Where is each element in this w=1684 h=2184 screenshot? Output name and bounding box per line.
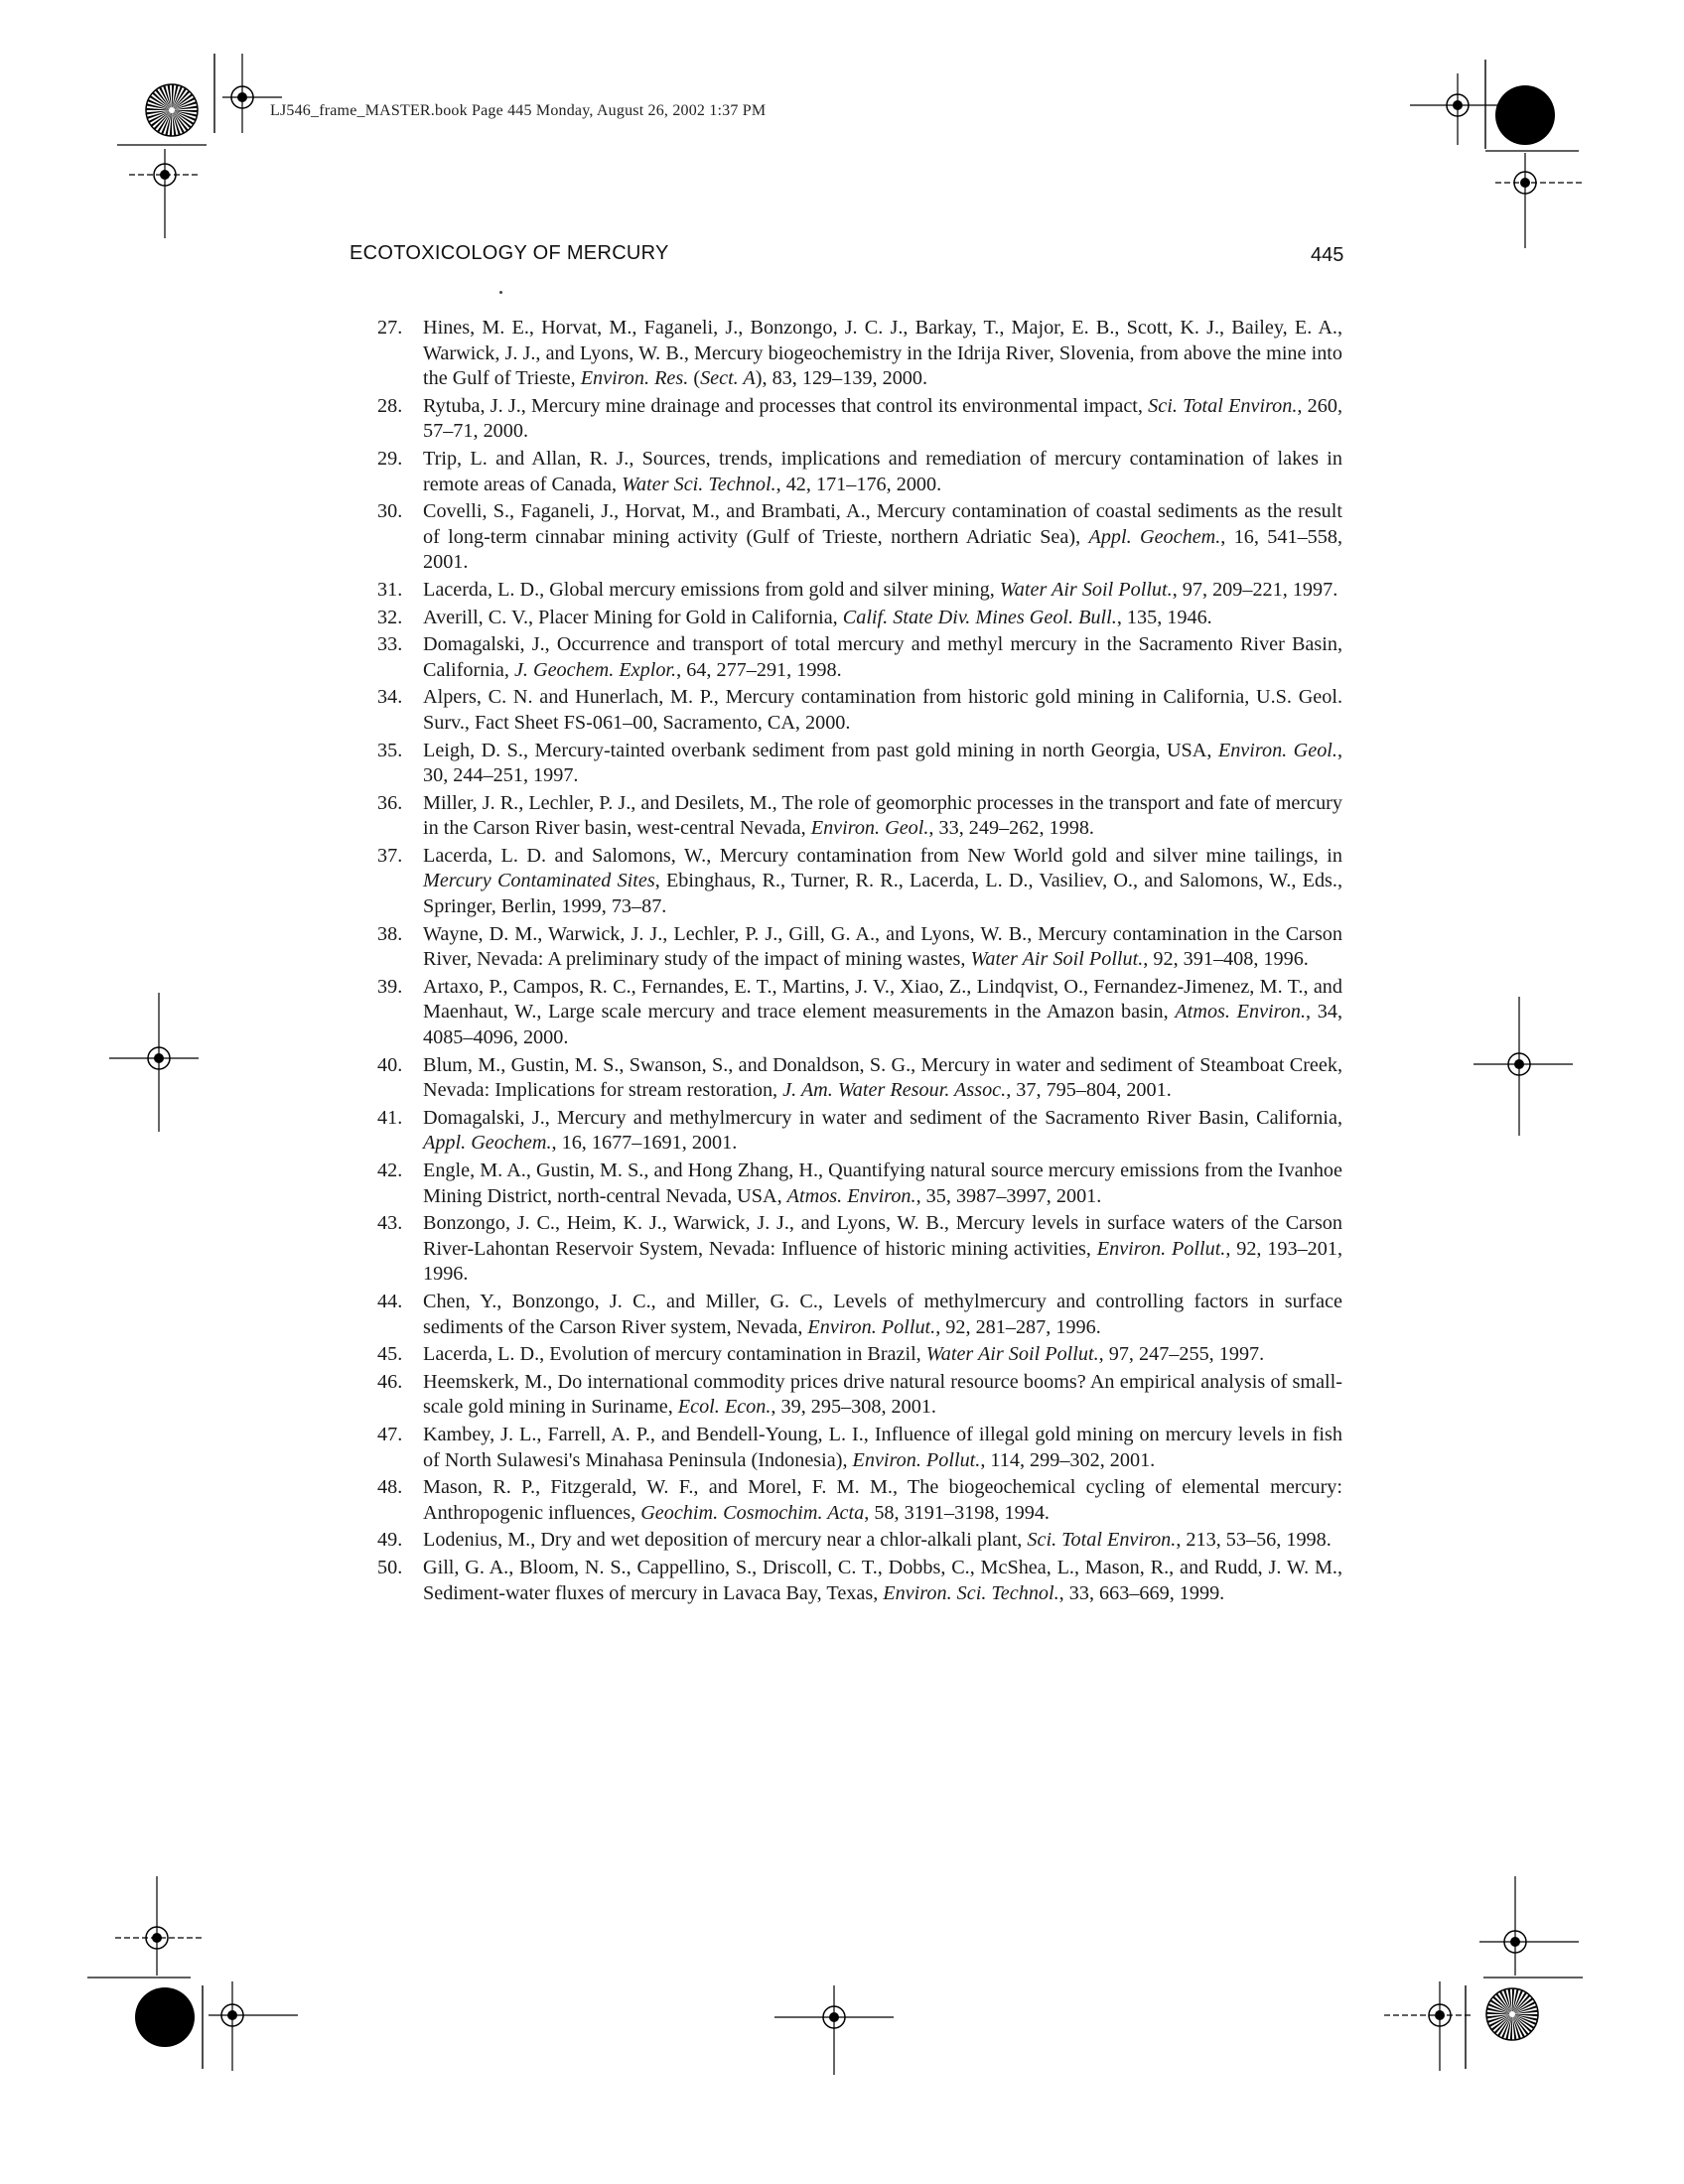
reference-text: , 92, 193–201, 1996. [423,1237,1342,1286]
reference-text: Domagalski, J., Mercury and methylmercury in water and sediment of the Sacramento River Basin, California, [423,1106,1342,1129]
reference-journal: Environ. Pollut. [1096,1237,1226,1260]
reference-journal: Water Sci. Technol. [622,473,776,495]
reference-text: , 58, 3191–3198, 1994. [864,1501,1050,1524]
reference-text: Covelli, S., Faganeli, J., Horvat, M., and Brambati, A., Mercury contamination of coastal sediments as the result of long-term cinnabar mining activity (Gulf of Trieste, northern Adriatic Sea), [423,500,1342,548]
reference-number: 45. [377,1343,403,1366]
reference-journal: Environ. Geol. [810,817,929,840]
reference-text: Leigh, D. S., Mercury-tainted overbank sediment from past gold mining in north Georgia, USA, [423,739,1218,761]
crop-line-icon [1464,1985,1468,2069]
reference-text: , 33, 663–669, 1999. [1058,1581,1225,1604]
reference-journal: Appl. Geochem. [423,1132,552,1155]
reference-number: 40. [377,1053,403,1076]
reference-journal: Environ. Pollut. [807,1315,936,1338]
reference-number: 44. [377,1290,403,1312]
reference-item [377,844,1342,920]
sunburst-registration-icon [1485,1987,1539,2041]
reference-number: 37. [377,844,403,867]
reference-text: Heemskerk, M., Do international commodity prices drive natural resource booms? An empirical analysis of small-scale gold mining in Suriname, [423,1370,1342,1419]
reference-number: 48. [377,1476,403,1499]
reference-number: 27. [377,317,403,339]
reference-text: , 42, 171–176, 2000. [775,473,942,495]
reference-text: Blum, M., Gustin, M. S., Swanson, S., and Donaldson, S. G., Mercury in water and sediment of Steamboat Creek, Nevada: Implications for stream restoration, [423,1053,1342,1102]
reference-item [377,975,1342,1051]
reference-text: Hines, M. E., Horvat, M., Faganeli, J., Bonzongo, J. C. J., Barkay, T., Major, E. B., Scott, K. J., Bailey, E. A., Warwick, J. J., and Lyons, W. B., Mercury biogeochemistry in the Idrija River, Slovenia, from above the mine into the Gulf of Trieste, [423,317,1342,390]
crosshair-icon [115,1876,205,1976]
reference-text: Lacerda, L. D. and Salomons, W., Mercury contamination from New World gold and silver mine tailings, in [423,844,1342,867]
reference-text: Kambey, J. L., Farrell, A. P., and Bendell-Young, L. I., Influence of illegal gold mining on mercury levels in fish of North Sulawesi's Minahasa Peninsula (Indonesia), [423,1423,1342,1471]
reference-text: Trip, L. and Allan, R. J., Sources, trends, implications and remediation of mercury contamination of lakes in remote areas of Canada, [423,447,1342,495]
crop-line-icon [212,54,216,133]
stray-dot [499,291,502,294]
reference-number: 28. [377,394,403,417]
reference-text: , 64, 277–291, 1998. [676,658,842,681]
reference-text: Engle, M. A., Gustin, M. S., and Hong Zhang, H., Quantifying natural source mercury emissions from the Ivanhoe Mining District, north-central Nevada, USA, [423,1160,1342,1207]
reference-journal: Sect. A [700,367,756,390]
crop-line-icon [117,143,207,147]
crosshair-icon [222,54,282,133]
reference-item [377,394,1342,445]
reference-number: 43. [377,1212,403,1235]
reference-journal: Environ. Res. [580,367,689,390]
reference-item [377,1159,1342,1209]
reference-journal: Sci. Total Environ. [1148,394,1298,417]
reference-text: Rytuba, J. J., Mercury mine drainage and processes that control its environmental impact, [423,394,1149,417]
reference-item [377,578,1342,604]
reference-number: 36. [377,791,403,814]
reference-text: , 97, 247–255, 1997. [1098,1343,1265,1366]
reference-item [377,1290,1342,1340]
reference-text: , 37, 795–804, 2001. [1006,1079,1172,1102]
reference-text: Mason, R. P., Fitzgerald, W. F., and Morel, F. M. M., The biogeochemical cycling of elemental mercury: Anthropogenic influences, [423,1476,1342,1524]
crosshair-icon [119,149,199,238]
reference-text: Bonzongo, J. C., Heim, K. J., Warwick, J. J., and Lyons, W. B., Mercury levels in surface waters of the Carson River-Lahontan Reservoir System, Nevada: Influence of historic mining activities, [423,1212,1342,1260]
reference-journal: Environ. Pollut. [852,1448,981,1471]
reference-journal: Water Air Soil Pollut. [999,578,1173,601]
reference-text: Chen, Y., Bonzongo, J. C., and Miller, G. C., Levels of methylmercury and controlling factors in surface sediments of the Carson River system, Nevada, [423,1290,1342,1338]
reference-journal: Water Air Soil Pollut. [925,1343,1099,1366]
crosshair-icon [1384,1981,1474,2071]
reference-text: Wayne, D. M., Warwick, J. J., Lechler, P. J., Gill, G. A., and Lyons, W. B., Mercury contamination in the Carson River, Nevada: A preliminary study of the impact of mining wastes, [423,922,1342,971]
reference-journal: Mercury Contaminated Sites [423,870,655,892]
reference-item [377,316,1342,392]
crop-line-icon [201,1985,205,2069]
crop-line-icon [1483,60,1487,149]
reference-item [377,1556,1342,1606]
reference-number: 47. [377,1423,403,1445]
reference-number: 41. [377,1106,403,1129]
reference-number: 29. [377,447,403,470]
file-slug: LJ546_frame_MASTER.book Page 445 Monday, August 26, 2002 1:37 PM [270,102,767,119]
reference-journal: J. Geochem. Explor. [513,658,677,681]
reference-text: , 92, 391–408, 1996. [1143,948,1309,971]
reference-item [377,1211,1342,1288]
reference-item [377,606,1342,631]
reference-number: 39. [377,975,403,998]
reference-text: , 16, 1677–1691, 2001. [551,1132,738,1155]
reference-text: , 135, 1946. [1116,606,1212,628]
reference-text: Averill, C. V., Placer Mining for Gold in California, [423,606,843,628]
reference-journal: Sci. Total Environ. [1027,1529,1177,1552]
reference-text: Lodenius, M., Dry and wet deposition of mercury near a chlor-alkali plant, [423,1529,1028,1552]
reference-text: , 16, 541–558, 2001. [423,525,1342,574]
reference-number: 38. [377,922,403,945]
crop-line-icon [1483,1976,1583,1979]
reference-item [377,1528,1342,1554]
reference-number: 30. [377,500,403,523]
reference-journal: Atmos. Environ. [786,1184,916,1207]
reference-text: Lacerda, L. D., Global mercury emissions from gold and silver mining, [423,578,1000,601]
reference-text: Alpers, C. N. and Hunerlach, M. P., Mercury contamination from historic gold mining in California, U.S. Geol. Surv., Fact Sheet FS-061–00, Sacramento, CA, 2000. [423,686,1342,734]
registration-dot-icon [1493,83,1557,147]
reference-item [377,1423,1342,1473]
reference-number: 42. [377,1160,403,1181]
reference-journal: Environ. Sci. Technol. [883,1581,1059,1604]
reference-text: , 260, 57–71, 2000. [423,394,1342,443]
crosshair-icon [109,993,199,1132]
reference-text: ), 83, 129–139, 2000. [755,367,928,390]
reference-journal: Environ. Geol. [1217,739,1337,761]
reference-text: , 39, 295–308, 2001. [771,1396,936,1419]
crosshair-icon [1474,997,1573,1136]
reference-number: 33. [377,633,403,656]
reference-text: Miller, J. R., Lechler, P. J., and Desilets, M., The role of geomorphic processes in the transport and fate of mercury in the Carson River basin, west-central Nevada, [423,791,1342,840]
reference-item [377,791,1342,842]
reference-number: 34. [377,686,403,709]
reference-item [377,1475,1342,1526]
reference-text: , 33, 249–262, 1998. [928,817,1094,840]
reference-item [377,1106,1342,1157]
reference-number: 50. [377,1556,403,1578]
reference-journal: Geochim. Cosmochim. Acta [640,1501,865,1524]
reference-number: 46. [377,1370,403,1393]
reference-list [377,316,1342,1608]
running-head: ECOTOXICOLOGY OF MERCURY [350,242,669,264]
crosshair-icon [1479,1876,1579,1976]
reference-text: , 97, 209–221, 1997. [1172,578,1338,601]
reference-item [377,499,1342,576]
reference-journal: Water Air Soil Pollut. [970,948,1144,971]
registration-dot-icon [133,1985,197,2049]
reference-item [377,922,1342,973]
reference-journal: Appl. Geochem. [1088,525,1221,548]
reference-text: ( [688,367,701,390]
reference-text: Artaxo, P., Campos, R. C., Fernandes, E. T., Martins, J. V., Xiao, Z., Lindqvist, O., Fernandez-Jimenez, M. T., and Maenhaut, W., Large scale mercury and trace element measurements in the Amazon basin, [423,975,1342,1024]
reference-number: 31. [377,578,403,601]
reference-item [377,739,1342,789]
reference-text: , 114, 299–302, 2001. [980,1448,1156,1471]
reference-journal: Atmos. Environ. [1175,1001,1306,1024]
reference-journal: Ecol. Econ. [677,1396,772,1419]
reference-item [377,1342,1342,1368]
reference-text: , 30, 244–251, 1997. [423,739,1342,787]
reference-item [377,685,1342,736]
reference-journal: Calif. State Div. Mines Geol. Bull. [842,606,1117,628]
crop-line-icon [87,1976,191,1979]
reference-text: , 34, 4085–4096, 2000. [423,1001,1343,1049]
reference-text: , 213, 53–56, 1998. [1176,1529,1332,1552]
crosshair-icon [774,1985,894,2075]
crosshair-icon [209,1981,298,2071]
reference-item [377,1370,1342,1421]
reference-number: 49. [377,1529,403,1552]
reference-item [377,632,1342,683]
reference-text: Domagalski, J., Occurrence and transport of total mercury and methyl mercury in the Sacramento River Basin, California, [423,633,1342,681]
reference-text: , 92, 281–287, 1996. [935,1315,1101,1338]
crosshair-icon [1495,153,1585,248]
reference-text: , Ebinghaus, R., Turner, R. R., Lacerda, L. D., Vasiliev, O., and Salomons, W., Eds., Springer, Berlin, 1999, 73–87. [423,870,1342,918]
reference-item [377,447,1342,497]
reference-number: 32. [377,606,403,628]
reference-number: 35. [377,739,403,761]
reference-text: , 35, 3987–3997, 2001. [915,1184,1102,1207]
reference-text: Lacerda, L. D., Evolution of mercury contamination in Brazil, [423,1343,926,1366]
reference-text: Gill, G. A., Bloom, N. S., Cappellino, S., Driscoll, C. T., Dobbs, C., McShea, L., Mason, R., and Rudd, J. W. M., Sediment-water fluxes of mercury in Lavaca Bay, Texas, [423,1556,1342,1604]
sunburst-registration-icon [145,83,199,137]
reference-journal: J. Am. Water Resour. Assoc. [782,1079,1007,1102]
page-number: 445 [1311,244,1344,266]
reference-item [377,1053,1342,1104]
